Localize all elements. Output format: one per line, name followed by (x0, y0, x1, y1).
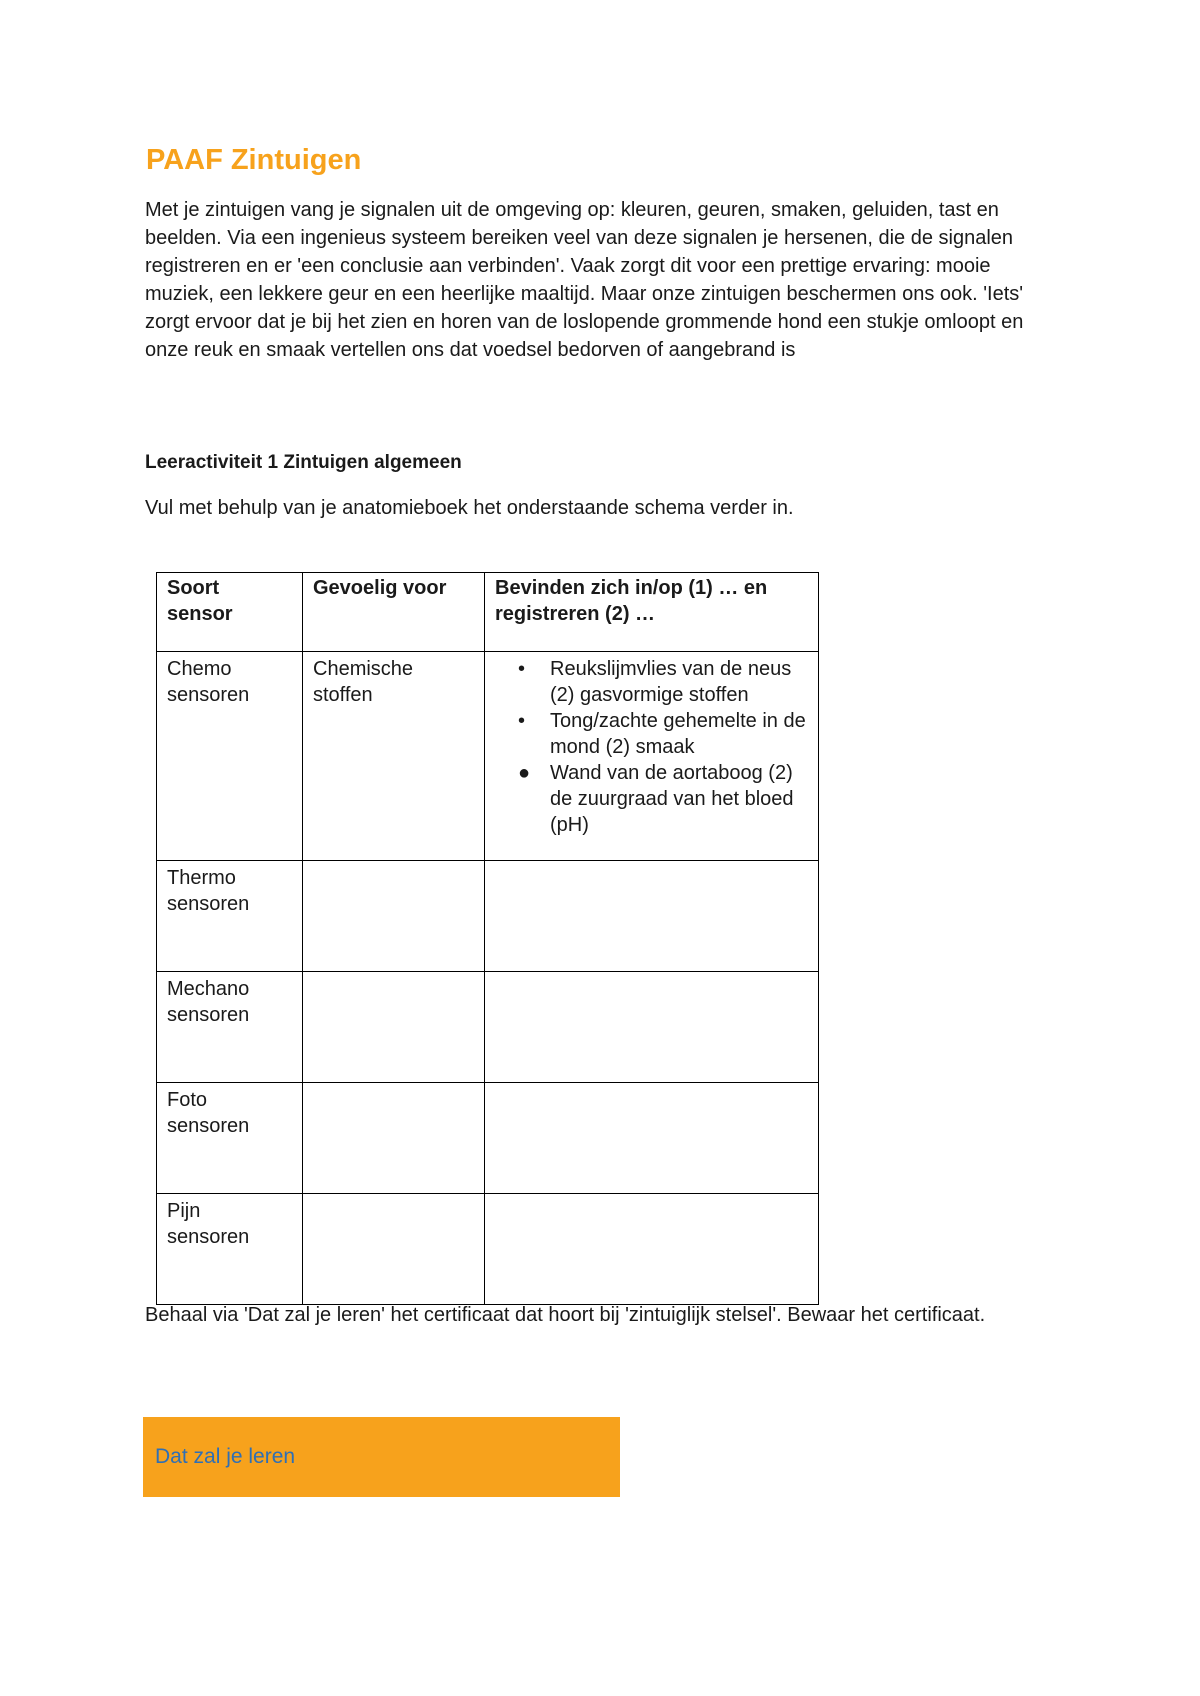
cell-location[interactable] (485, 861, 819, 972)
bullet-icon: ● (518, 762, 531, 784)
cell-sensor-type[interactable] (157, 972, 303, 1083)
location-list (495, 656, 808, 838)
dat-zal-je-leren-button[interactable]: Dat zal je leren (143, 1417, 620, 1497)
sensor-type-line1: Foto (167, 1089, 208, 1111)
header-location-line2: registreren (2) … (495, 603, 656, 625)
page-title: PAAF Zintuigen (146, 144, 362, 176)
instruction-text: Vul met behulp van je anatomieboek het onderstaande schema verder in. (145, 497, 794, 519)
list-item (518, 656, 808, 708)
table-header-row (157, 573, 819, 652)
sensor-type-line1: Pijn (167, 1200, 201, 1222)
cell-sensor-type[interactable] (157, 1083, 303, 1194)
bullet-icon: • (518, 710, 526, 732)
sensitive-to-line1: Chemische (313, 658, 414, 680)
header-sensitive-to: Gevoelig voor (303, 573, 485, 652)
cell-sensitive-to[interactable] (303, 1194, 485, 1305)
closing-paragraph: Behaal via 'Dat zal je leren' het certificaat dat hoort bij 'zintuiglijk stelsel'. Bewaar het certificaat. (145, 1304, 986, 1326)
sensor-type-line2: sensoren (167, 1226, 250, 1248)
cell-sensitive-to[interactable] (303, 972, 485, 1083)
header-sensor-type-line2: sensor (167, 603, 233, 625)
cell-sensor-type[interactable] (157, 1194, 303, 1305)
table-row (157, 1083, 819, 1194)
cell-location[interactable] (485, 1194, 819, 1305)
section-heading: Leeractiviteit 1 Zintuigen algemeen (145, 452, 462, 473)
cell-location[interactable] (485, 972, 819, 1083)
sensor-table (156, 572, 819, 1305)
sensor-type-line1: Chemo (167, 658, 232, 680)
cell-sensor-type[interactable] (157, 861, 303, 972)
sensor-type-line1: Mechano (167, 978, 250, 1000)
header-sensor-type-line1: Soort (167, 577, 220, 599)
sensor-type-line2: sensoren (167, 684, 250, 706)
header-location (485, 573, 819, 652)
sensitive-to-line2: stoffen (313, 684, 373, 706)
list-item (518, 760, 808, 838)
sensor-type-line2: sensoren (167, 1115, 250, 1137)
cell-sensitive-to[interactable] (303, 861, 485, 972)
cell-sensitive-to[interactable] (303, 652, 485, 861)
list-item-text: Reukslijmvlies van de neus (2) gasvormige stoffen (550, 658, 792, 706)
header-sensor-type (157, 573, 303, 652)
cell-sensor-type[interactable] (157, 652, 303, 861)
intro-paragraph: Met je zintuigen vang je signalen uit de omgeving op: kleuren, geuren, smaken, geluiden, tast en beelden. Via een ingenieus systeem bereiken veel van deze signalen je hersenen, die de signalen registreren en er 'een conclusie aan verbinden'. Vaak zorgt dit voor een prettige ervaring: mooie muziek, een lekkere geur en een heerlijke maaltijd. Maar onze zintuigen beschermen ons ook. 'Iets' zorgt ervoor dat je bij het zien en horen van de loslopende grommende hond een stukje omloopt en onze reuk en smaak vertellen ons dat voedsel bedorven of aangebrand is (145, 199, 1024, 361)
cell-location[interactable] (485, 1083, 819, 1194)
cell-sensitive-to[interactable] (303, 1083, 485, 1194)
table-row (157, 972, 819, 1083)
table-row (157, 861, 819, 972)
sensor-type-line2: sensoren (167, 1004, 250, 1026)
sensor-type-line1: Thermo (167, 867, 236, 889)
cell-location[interactable] (485, 652, 819, 861)
list-item-text: Tong/zachte gehemelte in de mond (2) smaak (550, 710, 806, 758)
table-row (157, 1194, 819, 1305)
bullet-icon: • (518, 658, 526, 680)
table-row (157, 652, 819, 861)
list-item (518, 708, 808, 760)
list-item-text: Wand van de aortaboog (2) de zuurgraad van het bloed (pH) (550, 762, 794, 836)
sensor-type-line2: sensoren (167, 893, 250, 915)
header-location-line1: Bevinden zich in/op (1) … en (495, 577, 768, 599)
